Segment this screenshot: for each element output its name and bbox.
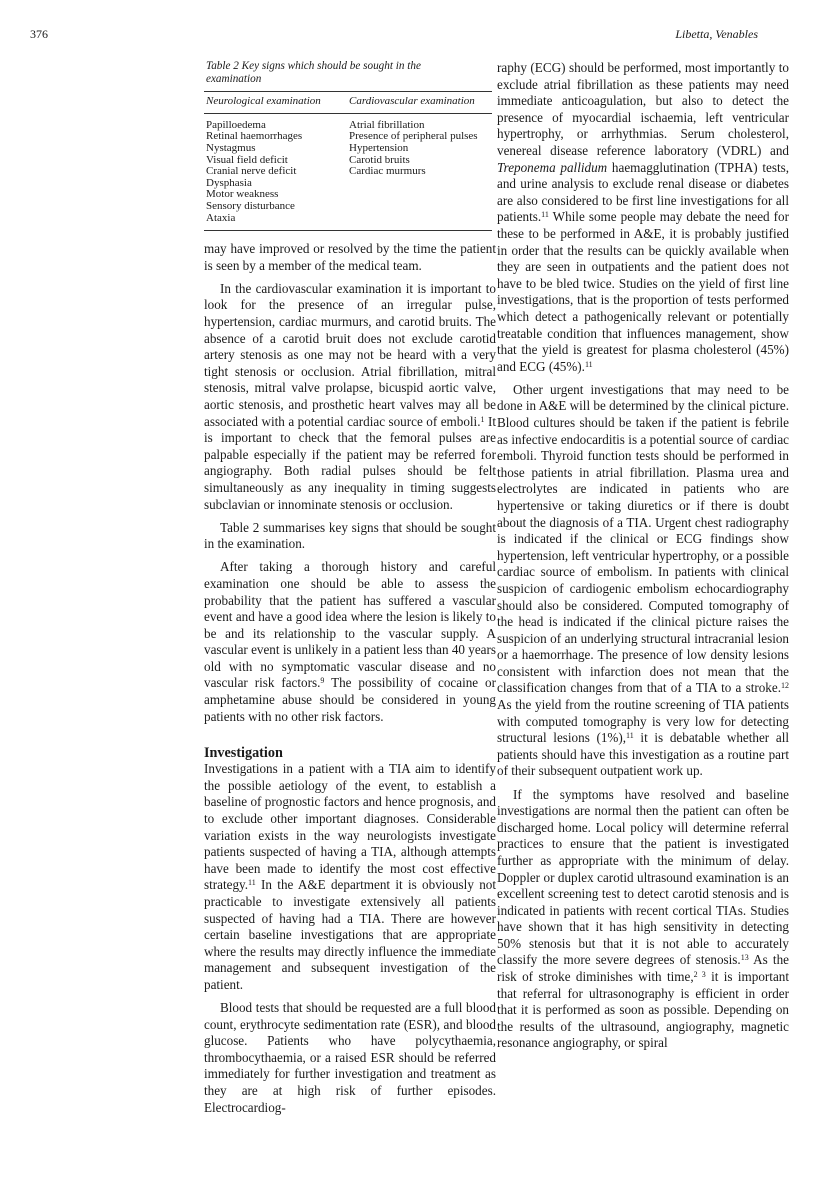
- body-paragraph: may have improved or resolved by the time the patient is seen by a member of the medical team.: [204, 241, 496, 273]
- citation-ref: 1: [480, 414, 485, 424]
- table-cell: Motor weakness: [206, 188, 279, 201]
- left-column: [204, 60, 496, 1116]
- citation-ref: 11: [541, 210, 549, 220]
- table-column-heading: Neurological examination: [206, 95, 321, 108]
- table-cell: Nystagmus: [206, 141, 256, 154]
- table-cell: Presence of peripheral pulses: [349, 130, 478, 143]
- body-paragraph: Table 2 summarises key signs that should be sought in the examination.: [204, 519, 496, 552]
- body-paragraph: If the symptoms have resolved and baseline investigations are normal then the patient can often be discharged home. Local policy will determine referral practices to ensure that the patient is investigated further as appropriate with the minimum of delay. Doppler or duplex carotid ultrasound examination is an excellent screening test to detect carotid stenosis and is indicated in patients with recent cortical TIAs. Studies have shown that it has high sensitivity in detecting 50% stenosis but that it is not able to accurately classify the more severe degrees of stenosis.$^{13}$ As the risk of stroke diminishes with time,$^{2 3}$ it is important that referral for ultrasonography is efficient in order that it is performed as soon as possible. Depending on the results of the ultrasound, angiography, magnetic resonance angiography, or spiral: [497, 786, 789, 1051]
- page-number: 376: [30, 27, 48, 41]
- citation-ref: 11: [584, 359, 593, 369]
- italic-term: Treponema pallidum: [497, 159, 608, 175]
- citation-ref: 9: [320, 676, 325, 686]
- citation-ref: 2 3: [693, 970, 706, 980]
- body-paragraph: Blood tests that should be requested are a full blood count, erythrocyte sedimentation rate (ESR), and blood glucose. Patients who have polycythaemia, thrombocythaemia, or a raised ESR should be referred immediately for further investigation and treatment as they are at high risk of further episodes. Electrocardiog-: [204, 1000, 496, 1115]
- table-column-heading: Cardiovascular examination: [349, 95, 475, 108]
- neurological-column: [204, 114, 349, 230]
- cardiovascular-column: [349, 114, 492, 230]
- right-column: [497, 60, 789, 1052]
- body-paragraph: Investigations in a patient with a TIA aim to identify the possible aetiology of the event, to establish a baseline of prognostic factors and hence prognosis, and to exclude other important diagnoses. Considerable variation exists in the way neurologists investigate patients suspected of having a TIA, although attempts have been made to identify the most cost effective strategy.$^{11}$ In the A&E department it is obviously not practicable to investigate extensively all patients suspected of having had a TIA. There are however certain baseline investigations that are appropriate where the results may directly influence the immediate management and subsequent investigation of the patient.: [204, 761, 496, 992]
- body-paragraph: raphy (ECG) should be performed, most importantly to exclude atrial fibrillation as these patients may need immediate anticoagulation, but also to detect the presence of myocardial ischaemia, left ventricular hypertrophy, or arrhythmias. Serum cholesterol, venereal disease reference laboratory (VDRL) and Treponema pallidum haemagglutination (TPHA) tests, and urine analysis to exclude renal disease or diabetes are also considered to be first line investigations for all patients.$^{11}$ While some people may debate the need for these to be performed in A&E, it is probably justified in order that the results can be quickly available when they are seen in outpatients and the patient does not have to be bled twice. Studies on the yield of first line investigations, that is the proportion of tests performed which detect a pathogenically relevant or potentially treatable condition that influences management, show that the yield is greatest for plasma cholesterol (45%) and ECG (45%).$^{11}$: [497, 60, 789, 374]
- body-paragraph: After taking a thorough history and careful examination one should be able to assess the probability that the patient has suffered a vascular event and have a good idea where the lesion is likely to be and its relationship to the vascular supply. A vascular event is unlikely in a patient less than 40 years old with no symptomatic vascular disease and no vascular risk factors.$^9$ The possibility of cocaine or amphetamine abuse should be considered in young patients with no other risk factors.: [204, 559, 496, 724]
- table-bottom-rule: [204, 230, 492, 231]
- key-signs-table: [204, 60, 496, 231]
- table-cell: Papilloedema: [206, 118, 266, 131]
- table-cell: Visual field deficit: [206, 153, 288, 166]
- table-cell: Atrial fibrillation: [349, 118, 425, 131]
- table-cell: Sensory disturbance: [206, 199, 295, 212]
- table-cell: Carotid bruits: [349, 153, 410, 166]
- body-paragraph: In the cardiovascular examination it is important to look for the presence of an irregular pulse, hypertension, cardiac murmurs, and carotid bruits. The absence of a carotid bruit does not exclude carotid artery stenosis as one may not be heard with a very tight stenosis or occlusion. Atrial fibrillation, mitral stenosis, mitral valve prolapse, bicuspid aortic valve, aortic stenosis, and prosthetic heart valves may all be associated with a potential cardiac source of emboli.$^1$ It is important to check that the femoral pulses are palpable especially if the patient may be referred for angiography. Both radial pulses should be felt simultaneously as any inequality in timing suggests subclavian or innominate stenosis or occlusion.: [204, 280, 497, 512]
- table-cell: Cranial nerve deficit: [206, 165, 297, 178]
- table-cell: Ataxia: [206, 211, 236, 224]
- table-cell: Hypertension: [349, 141, 409, 154]
- table-cell: Cardiac murmurs: [349, 165, 426, 178]
- running-head: Libetta, Venables: [675, 27, 758, 41]
- citation-ref: 11: [248, 878, 256, 888]
- citation-ref: 11: [626, 731, 634, 741]
- table-caption: Table 2 Key signs which should be sought in the examination: [206, 60, 421, 85]
- table-header-row: [204, 92, 492, 113]
- table-cell: Retinal haemorrhages: [206, 130, 303, 143]
- table-cell: Dysphasia: [206, 176, 252, 189]
- citation-ref: 12: [781, 681, 789, 691]
- section-heading: Investigation: [204, 745, 283, 762]
- table-body: [204, 114, 492, 230]
- body-paragraph: Other urgent investigations that may need to be done in A&E will be determined by the clinical picture. Blood cultures should be taken if the patient is febrile as infective endocarditis is a potential source of cardiac emboli. Thyroid function tests should be performed in those patients in atrial fibrillation. Plasma urea and electrolytes are indicated in patients who are hypertensive or taking diuretics or if there is doubt about the diagnosis of a TIA. Urgent chest radiography is indicated if the clinical or ECG findings show hypertension, left ventricular hypertrophy, or a possible cardiac source of embolism. In patients with clinical suspicion of cardiogenic embolism echocardiography should also be considered. Computed tomography of the head is indicated if the clinical picture raises the suspicion of an underlying structural intracranial lesion or a haemorrhage. The presence of low density lesions consistent with infarction does not mean that the classification changes from that of a TIA to a stroke.$^{12}$ As the yield from the routine screening of TIA patients with computed tomography is very low for detecting structural lesions (1%),$^{11}$ it is debatable whether all patients should have this investigation as a routine part of their subsequent outpatient work up.: [497, 381, 789, 779]
- citation-ref: 13: [740, 953, 749, 963]
